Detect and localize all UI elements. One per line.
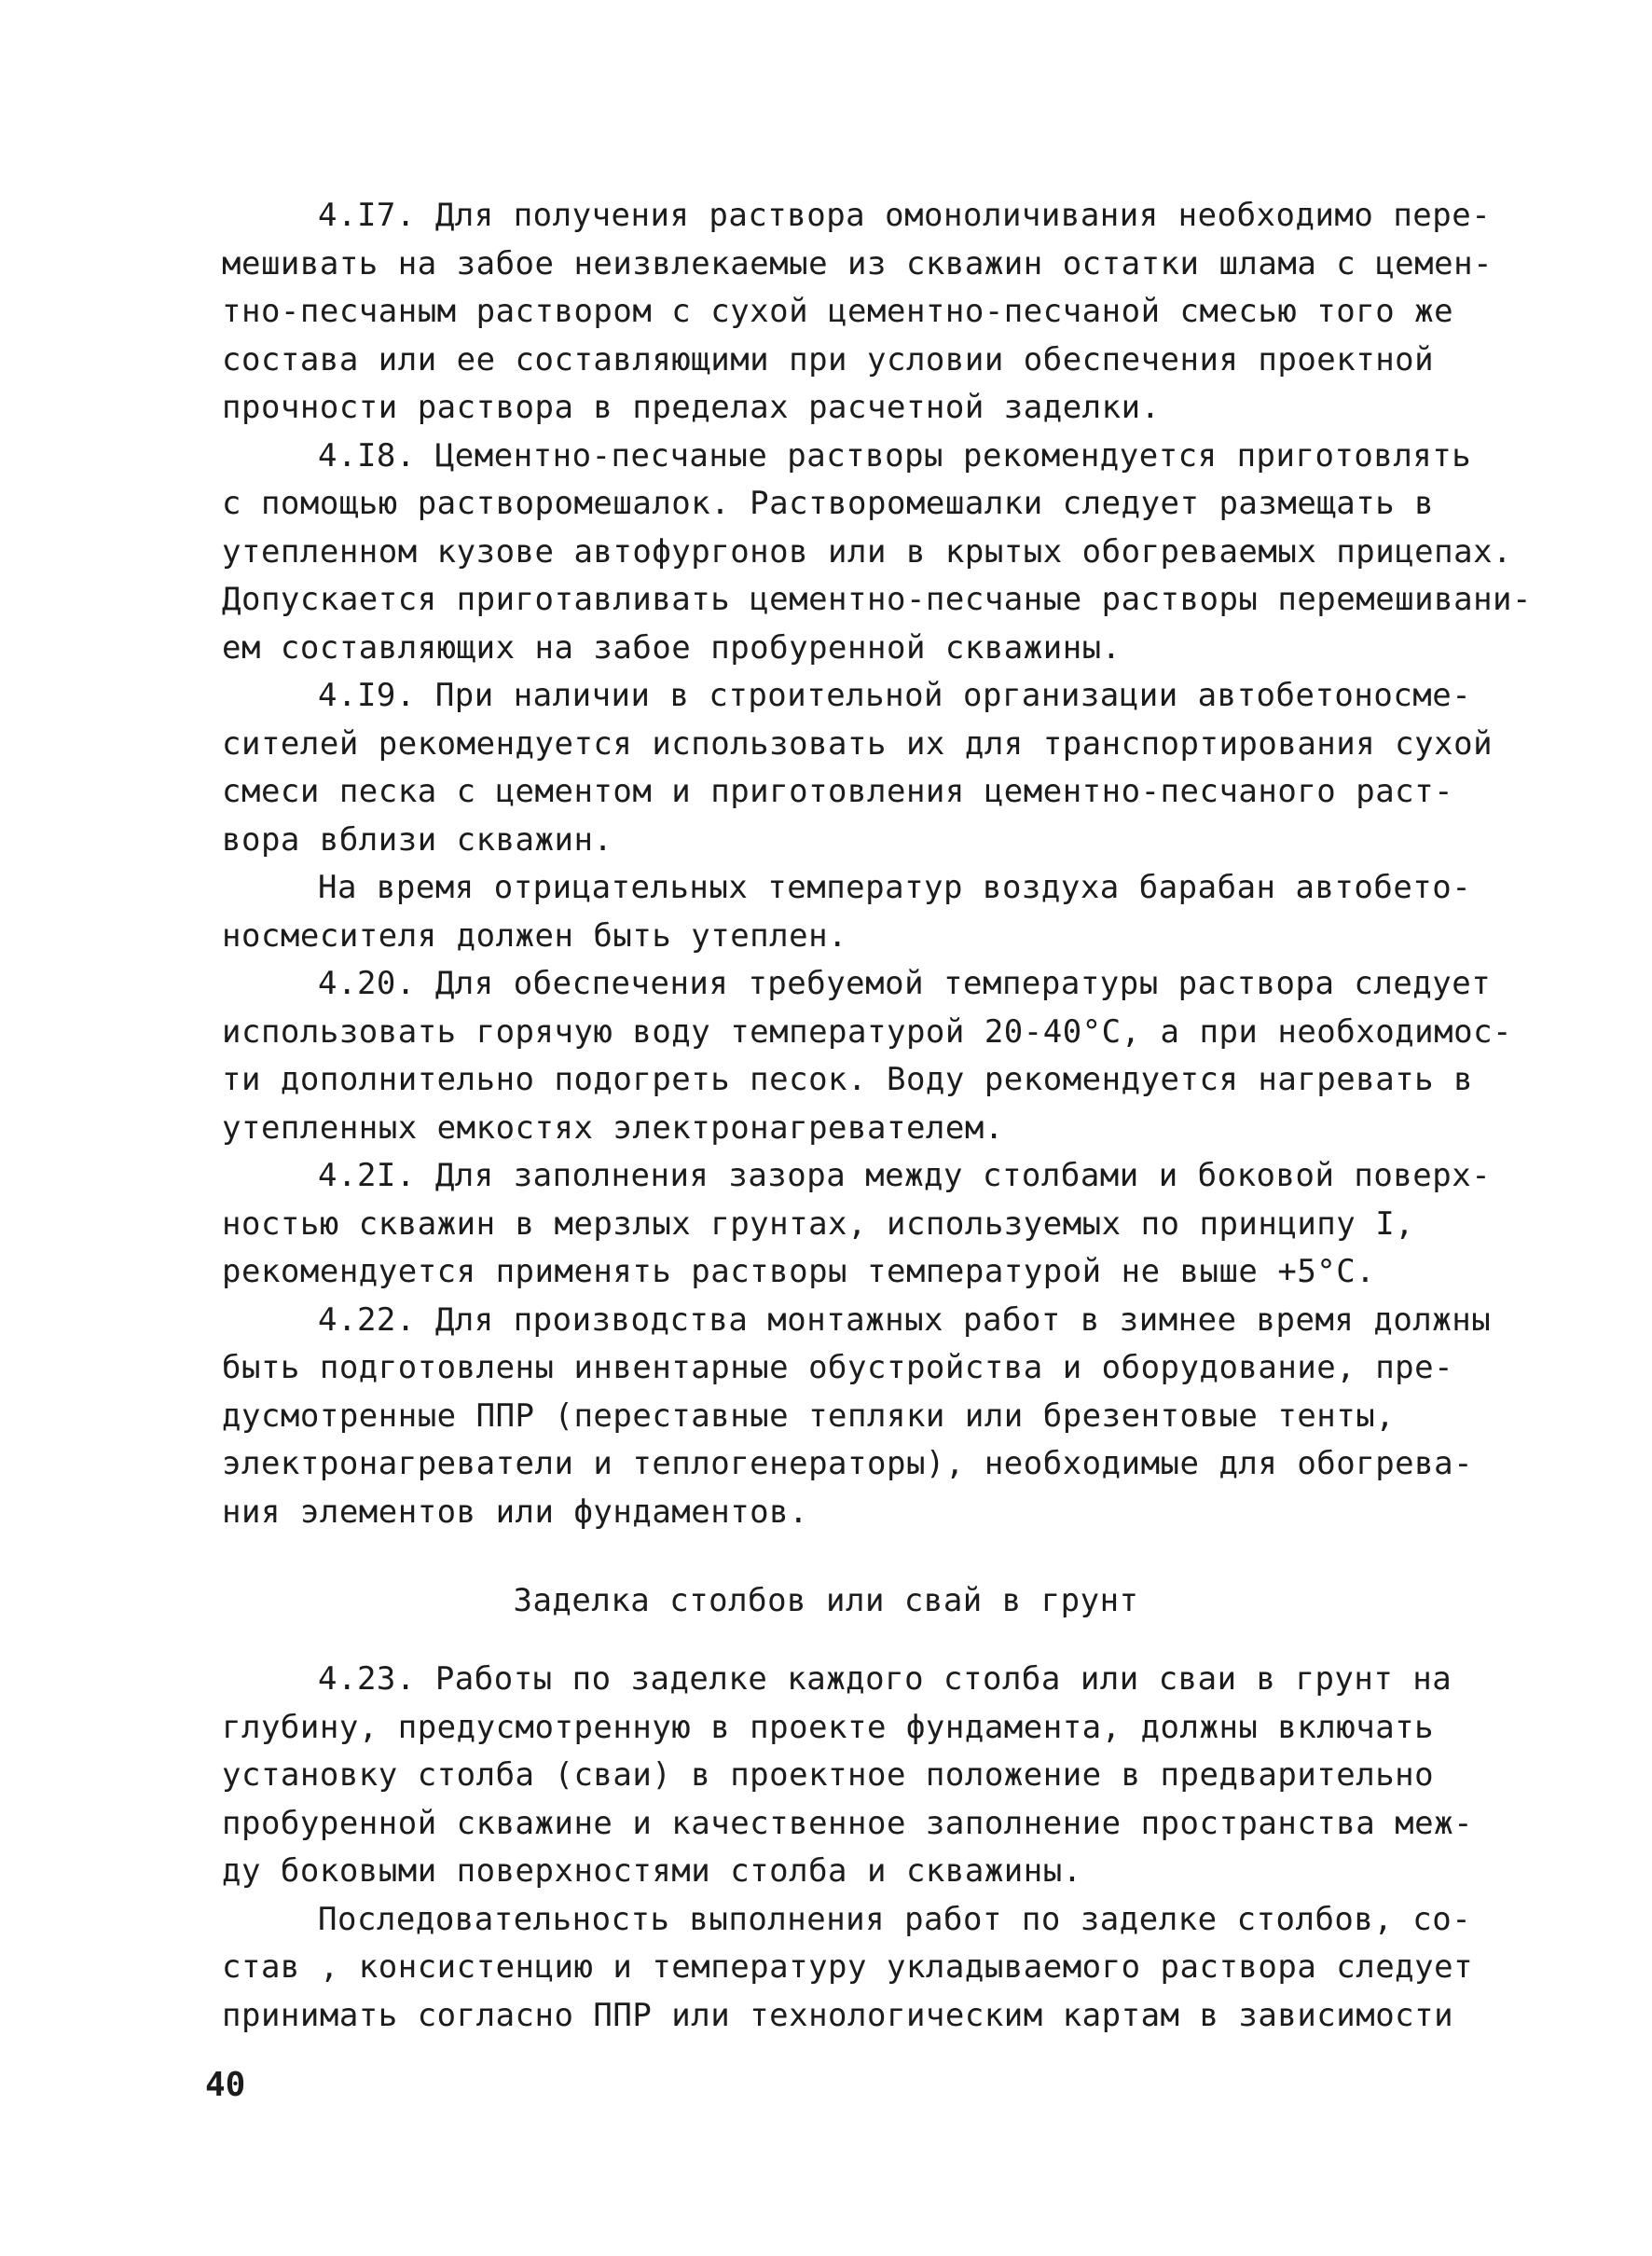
paragraph-4-21-line: 4.2I. Для заполнения зазора между столбами и боковой поверх- xyxy=(318,1157,1492,1194)
paragraph-4-21-line: рекомендуется применять растворы температурой не выше +5°С. xyxy=(222,1253,1376,1290)
paragraph-4-18-line: Допускается приготавливать цементно-песчаные растворы перемешивани- xyxy=(222,581,1532,618)
paragraph-sequence-line: Последовательность выполнения работ по заделке столбов, со- xyxy=(318,1900,1472,1938)
paragraph-4-19-line: смеси песка с цементом и приготовления цементно-песчаного раст- xyxy=(222,773,1454,810)
paragraph-4-23-line: глубину, предусмотренную в проекте фундамента, должны включать xyxy=(222,1708,1435,1746)
paragraph-4-22-line: быть подготовлены инвентарные обустройства и оборудование, пре- xyxy=(222,1349,1454,1386)
paragraph-4-23-line: пробуренной скважине и качественное заполнение пространства меж- xyxy=(222,1804,1474,1842)
paragraph-4-19-line: вора вблизи скважин. xyxy=(222,820,613,859)
paragraph-4-17-line: мешивать на забое неизвлекаемые из скважин остатки шлама с цемен- xyxy=(222,244,1494,282)
section-embedding xyxy=(222,1656,1474,2040)
paragraph-4-23-line: ду боковыми поверхностями столба и скважины. xyxy=(222,1852,1082,1890)
paragraph-4-19-line: сителей рекомендуется использовать их для транспортирования сухой xyxy=(222,724,1494,763)
paragraph-4-22-line: 4.22. Для производства монтажных работ в зимнее время должны xyxy=(318,1300,1492,1339)
section-heading: Заделка столбов или свай в грунт xyxy=(513,1582,1139,1619)
paragraph-4-20-line: ти дополнительно подогреть песок. Воду рекомендуется нагревать в xyxy=(222,1061,1474,1098)
paragraph-4-22-line: дусмотренные ППР (переставные тепляки или брезентовые тенты, xyxy=(222,1396,1396,1435)
paragraph-4-22-line: электронагреватели и теплогенераторы), необходимые для обогрева- xyxy=(222,1445,1474,1482)
paragraph-4-20-line: утепленных емкостях электронагревателем. xyxy=(222,1108,1004,1147)
paragraph-4-19-line: 4.I9. При наличии в строительной организации автобетоносме- xyxy=(318,677,1472,714)
paragraph-sequence-line: став , консистенцию и температуру укладываемого раствора следует xyxy=(222,1948,1474,1986)
paragraph-4-20-line: 4.20. Для обеспечения требуемой температуры раствора следует xyxy=(318,965,1492,1002)
paragraph-4-18-line: ем составляющих на забое пробуренной скважины. xyxy=(222,628,1122,667)
paragraph-4-17-line: 4.I7. Для получения раствора омоноличивания необходимо пере- xyxy=(318,197,1492,234)
paragraph-sequence-line: принимать согласно ППР или технологическим картам в зависимости xyxy=(222,1996,1454,2034)
paragraph-4-22-line: ния элементов или фундаментов. xyxy=(222,1493,809,1531)
paragraph-4-17-line: тно-песчаным раствором с сухой цементно-песчаной смесью того же xyxy=(222,293,1454,330)
paragraph-drum-line: носмесителя должен быть утеплен. xyxy=(222,916,848,955)
paragraph-4-20-line: использовать горячую воду температурой 20-40°С, а при необходимос- xyxy=(222,1012,1513,1051)
paragraph-4-23-line: установку столба (сваи) в проектное положение в предварительно xyxy=(222,1756,1435,1794)
paragraph-drum-line: На время отрицательных температур воздуха барабан автобето- xyxy=(318,869,1472,906)
page-number: 40 xyxy=(205,2066,246,2104)
paragraph-4-18-line: утепленном кузове автофургонов или в крытых обогреваемых прицепах. xyxy=(222,532,1513,571)
paragraph-4-23-line: 4.23. Работы по заделке каждого столба или сваи в грунт на xyxy=(318,1660,1452,1698)
paragraph-4-17-line: прочности раствора в пределах расчетной заделки. xyxy=(222,389,1161,426)
paragraph-4-17-line: состава или ее составляющими при условии обеспечения проектной xyxy=(222,340,1435,378)
paragraph-4-21-line: ностью скважин в мерзлых грунтах, используемых по принципу I, xyxy=(222,1204,1415,1243)
paragraph-4-18-line: с помощью растворомешалок. Растворомешалки следует размещать в xyxy=(222,485,1435,522)
section-winter-mortar xyxy=(222,192,1532,1536)
paragraph-4-18-line: 4.I8. Цементно-песчаные растворы рекомендуется приготовлять xyxy=(318,436,1472,475)
